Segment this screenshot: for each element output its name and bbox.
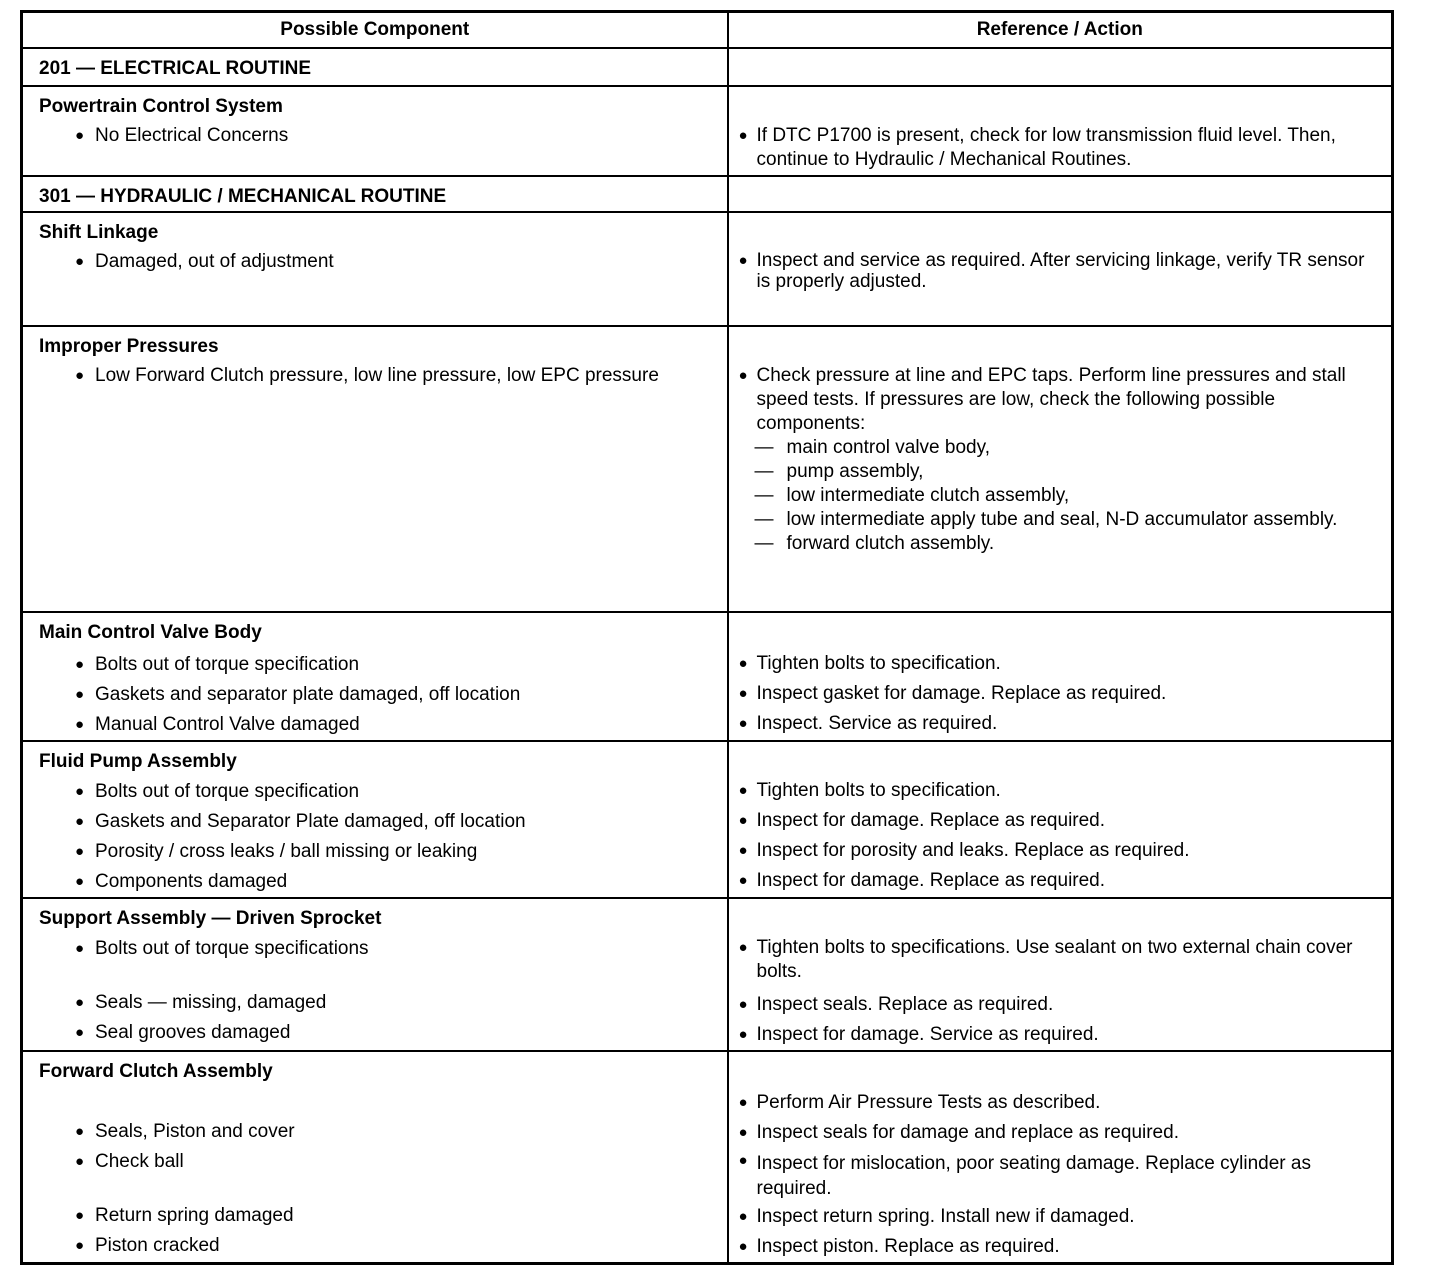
action-item: ● Tighten bolts to specification. (729, 776, 1392, 806)
section-title-301: 301 — HYDRAULIC / MECHANICAL ROUTINE (22, 176, 728, 212)
component-cell (22, 86, 728, 176)
empty-cell (728, 176, 1393, 212)
component-item: ● Damaged, out of adjustment (23, 250, 727, 274)
sub-item: — pump assembly, (755, 460, 1380, 484)
action-item: ● Tighten bolts to specification. (729, 649, 1392, 679)
action-item (729, 364, 1392, 556)
component-cell (22, 898, 728, 1051)
component-item: ● Check ball (23, 1147, 727, 1201)
component-cell (22, 612, 728, 741)
action-item: ● Perform Air Pressure Tests as described. (729, 1088, 1392, 1118)
component-item: ● Components damaged (23, 867, 727, 897)
action-item: ● Inspect seals. Replace as required. (729, 990, 1392, 1020)
action-cell (728, 86, 1393, 176)
action-item: ● Inspect seals for damage and replace as required. (729, 1118, 1392, 1148)
component-item: ● No Electrical Concerns (23, 124, 727, 148)
column-header-action: Reference / Action (728, 12, 1393, 48)
component-row-support (22, 898, 1393, 1051)
component-item: ● Bolts out of torque specifications (23, 934, 727, 988)
action-item: ● Inspect for damage. Replace as required. (729, 806, 1392, 836)
component-row-linkage (22, 212, 1393, 326)
component-title: Improper Pressures (39, 335, 219, 357)
component-title: Fluid Pump Assembly (39, 750, 237, 772)
component-row-mcvb (22, 612, 1393, 741)
component-item: ● Seal grooves damaged (23, 1018, 727, 1048)
action-cell (728, 612, 1393, 741)
component-item: ● Porosity / cross leaks / ball missing or leaking (23, 837, 727, 867)
section-row-201 (22, 48, 1393, 86)
component-title: Support Assembly — Driven Sprocket (39, 907, 382, 929)
action-text: Check pressure at line and EPC taps. Perform line pressures and stall speed tests. If pressures are low, check the following possible components: (756, 364, 1346, 434)
component-row-pump (22, 741, 1393, 898)
component-item: ● Return spring damaged (23, 1201, 727, 1231)
action-item: ● Tighten bolts to specifications. Use sealant on two external chain cover bolts. (729, 936, 1392, 990)
component-item: ● Bolts out of torque specification (23, 777, 727, 807)
sub-item: — low intermediate apply tube and seal, N-D accumulator assembly. (755, 508, 1380, 532)
component-title: Forward Clutch Assembly (39, 1060, 273, 1082)
component-item: ● Bolts out of torque specification (23, 650, 727, 680)
component-cell (22, 326, 728, 612)
component-title: Main Control Valve Body (39, 621, 262, 643)
component-item: ● Gaskets and separator plate damaged, off location (23, 680, 727, 710)
component-item: ● Piston cracked (23, 1231, 727, 1261)
component-row-forward-clutch (22, 1051, 1393, 1264)
component-title: Shift Linkage (39, 221, 159, 243)
section-row-301 (22, 176, 1393, 212)
action-cell (728, 898, 1393, 1051)
column-header-component: Possible Component (22, 12, 728, 48)
component-row-pcs (22, 86, 1393, 176)
action-cell (728, 212, 1393, 326)
component-cell (22, 212, 728, 326)
sub-item: — main control valve body, (755, 436, 1380, 460)
action-item: ● Inspect gasket for damage. Replace as required. (729, 679, 1392, 709)
action-cell (728, 1051, 1393, 1264)
action-item: ● Inspect for damage. Service as required. (729, 1020, 1392, 1050)
action-item: ● Inspect return spring. Install new if damaged. (729, 1202, 1392, 1232)
action-cell (728, 741, 1393, 898)
component-item: ● Seals — missing, damaged (23, 988, 727, 1018)
diagnosis-table (20, 10, 1394, 1265)
action-item: ● If DTC P1700 is present, check for low transmission fluid level. Then, continue to Hydraulic / Mechanical Routines. (729, 124, 1392, 172)
action-item: ● Inspect for porosity and leaks. Replace as required. (729, 836, 1392, 866)
action-item: ● Inspect. Service as required. (729, 709, 1392, 739)
component-item: ● Seals, Piston and cover (23, 1117, 727, 1147)
action-item: ● Inspect and service as required. After servicing linkage, verify TR sensor is properly adjusted. (729, 250, 1392, 292)
header-row (22, 12, 1393, 48)
component-item: ● Gaskets and Separator Plate damaged, off location (23, 807, 727, 837)
component-item: ● Low Forward Clutch pressure, low line pressure, low EPC pressure (23, 364, 727, 388)
action-cell (728, 326, 1393, 612)
action-item: ● Inspect for damage. Replace as required. (729, 866, 1392, 896)
component-cell (22, 741, 728, 898)
empty-cell (728, 48, 1393, 86)
sub-item: — low intermediate clutch assembly, (755, 484, 1380, 508)
section-title-201: 201 — ELECTRICAL ROUTINE (22, 48, 728, 86)
component-row-pressures (22, 326, 1393, 612)
action-item: ● Inspect for mislocation, poor seating damage. Replace cylinder as required. (729, 1148, 1392, 1202)
component-cell (22, 1051, 728, 1264)
component-title: Powertrain Control System (39, 95, 283, 117)
component-item: ● Manual Control Valve damaged (23, 710, 727, 740)
sub-item: — forward clutch assembly. (755, 532, 1380, 556)
action-item: ● Inspect piston. Replace as required. (729, 1232, 1392, 1262)
